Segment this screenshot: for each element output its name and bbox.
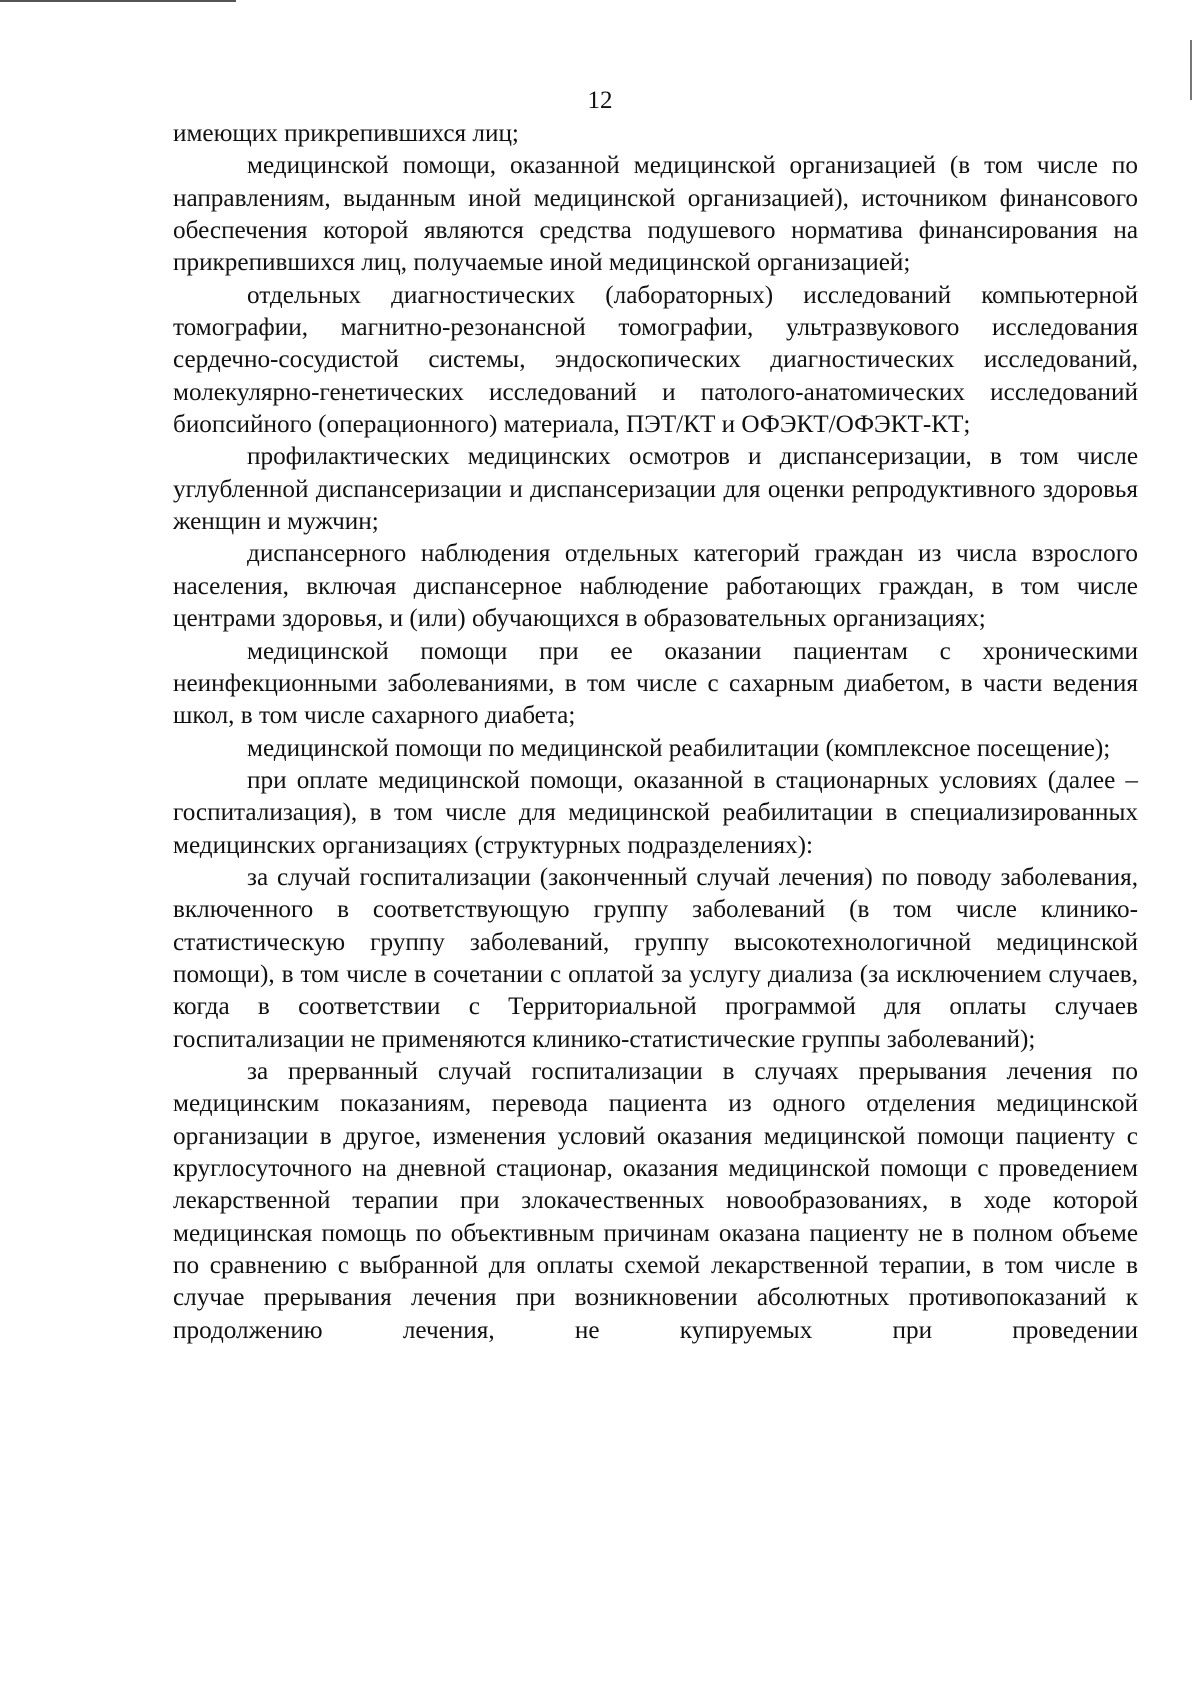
paragraph-10: за прерванный случай госпитализации в случаях прерывания лечения по медицинским показаниям, перевода пациента из одного отделения медицинской организации в другое, изменения условий оказания медицинской помощи пациенту с круглосуточного на дневной стационар, оказания медицинской помощи с проведением лекарственной терапии при злокачественных новообразованиях, в ходе которой медицинская помощь по объективным причинам оказана пациенту не в полном объеме по сравнению с выбранной для оплаты схемой лекарственной терапии, в том числе в случае прерывания лечения при возникновении абсолютных противопоказаний к продолжению лечения, не купируемых при проведении: [173, 1057, 1138, 1344]
paragraph-1: имеющих прикрепившихся лиц;: [173, 120, 519, 147]
paragraph-5: диспансерного наблюдения отдельных категорий граждан из числа взрослого населения, включая диспансерное наблюдение работающих граждан, в том числе центрами здоровья, и (или) обучающихся в образовательных организациях;: [173, 540, 1138, 633]
paragraph-2: медицинской помощи, оказанной медицинской организацией (в том числе по направлениям, выданным иной медицинской организацией), источником финансового обеспечения которой являются средства подушевого норматива финансирования на прикрепившихся лиц, получаемые иной медицинской организацией;: [173, 152, 1138, 277]
paragraph-3: отдельных диагностических (лабораторных) исследований компьютерной томографии, магнитно-резонансной томографии, ультразвукового исследования сердечно-сосудистой системы, эндоскопических диагностических исследований, молекулярно-генетических исследований и патолого-анатомических исследований биопсийного (операционного) материала, ПЭТ/КТ и ОФЭКТ/ОФЭКТ-КТ;: [173, 281, 1138, 439]
paragraph-4: профилактических медицинских осмотров и диспансеризации, в том числе углубленной диспансеризации и диспансеризации для оценки репродуктивного здоровья женщин и мужчин;: [173, 443, 1138, 536]
paragraph-6: медицинской помощи при ее оказании пациентам с хроническими неинфекционными заболеваниями, в том числе с сахарным диабетом, в части ведения школ, в том числе сахарного диабета;: [173, 637, 1138, 730]
paragraph-9: за случай госпитализации (законченный случай лечения) по поводу заболевания, включенного в соответствующую группу заболеваний (в том числе клинико-статистическую группу заболеваний, группу высокотехнологичной медицинской помощи), в том числе в сочетании с оплатой за услугу диализа (за исключением случаев, когда в соответствии с Территориальной программой для оплаты случаев госпитализации не применяются клинико-статистические группы заболеваний);: [173, 863, 1138, 1053]
paragraph-8: при оплате медицинской помощи, оказанной в стационарных условиях (далее – госпитализация), в том числе для медицинской реабилитации в специализированных медицинских организациях (структурных подразделениях):: [173, 766, 1138, 859]
page-number: 12: [587, 87, 613, 114]
scan-edge-top: [0, 0, 236, 2]
paragraph-7: медицинской помощи по медицинской реабилитации (комплексное посещение);: [247, 734, 1111, 762]
document-body: [173, 118, 1138, 1347]
